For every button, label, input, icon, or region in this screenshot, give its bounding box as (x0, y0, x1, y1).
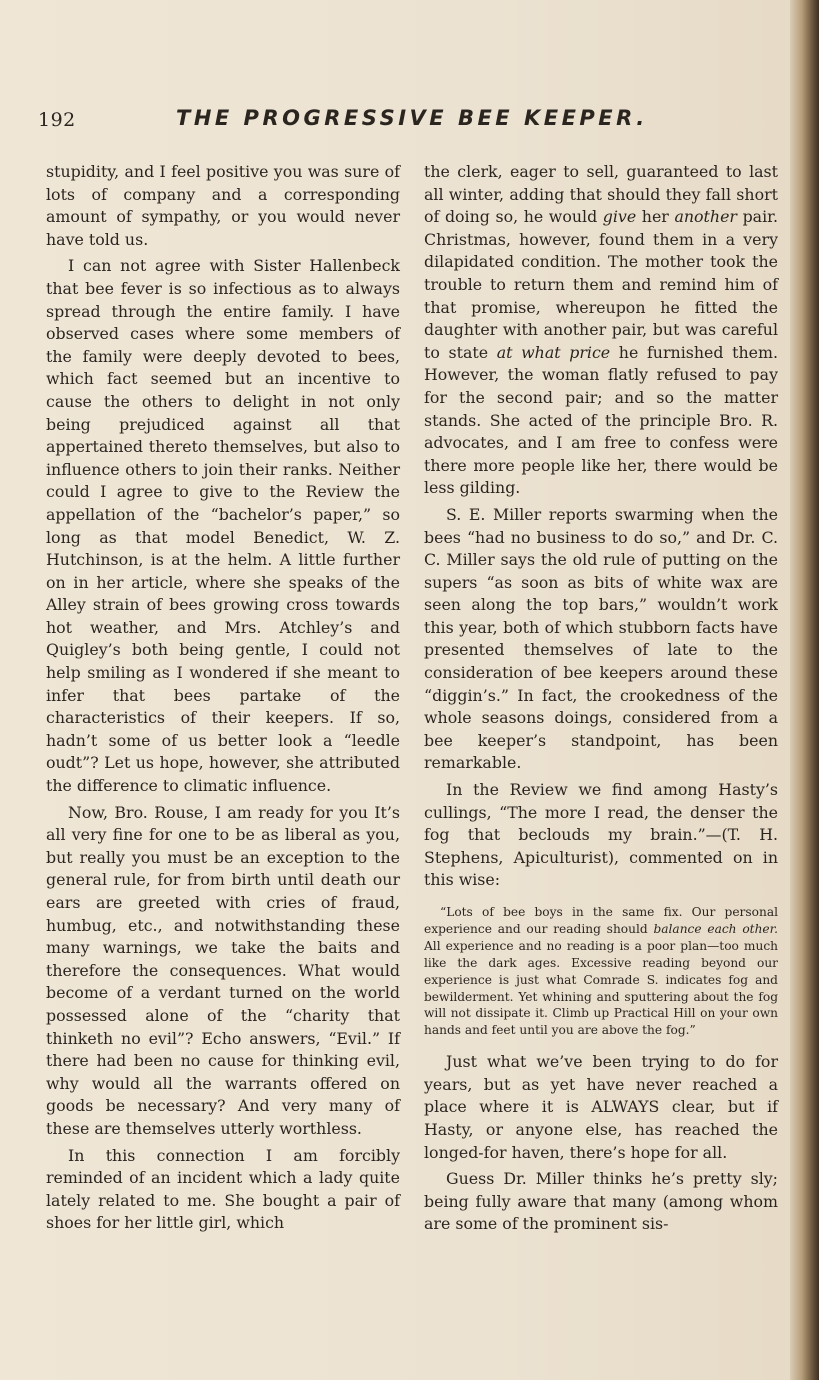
paragraph: S. E. Miller reports swarming when the bees “had no business to do so,” and Dr. C. C. Miller says the old rule of putting on the supers “as soon as bits of white wax are seen along the top bars,” wouldn’t work this year, both of which stubborn facts have presented themselves of late to the consideration of bee keepers around these “diggin’s.” In fact, the crookedness of the whole seasons doings, considered from a bee keeper’s standpoint, has been remarkable. (424, 504, 778, 773)
right-column (424, 161, 778, 1240)
running-title: THE PROGRESSIVE BEE KEEPER. (176, 106, 648, 130)
paragraph: the clerk, eager to sell, guaranteed to last all winter, adding that should they fall short of doing so, he would give her another pair. Christmas, however, found them in a very dilapidated condition. The mother took the trouble to return them and remind him of that promise, whereupon he fitted the daughter with another pair, but was careful to state at what price he furnished them. However, the woman flatly refused to pay for the second pair; and so the matter stands. She acted of the principle Bro. R. advocates, and I am free to confess were there more people like her, there would be less gilding. (424, 162, 778, 498)
paragraph: In the Review we find among Hasty’s cullings, “The more I read, the denser the fog that beclouds my brain.”—(T. H. Stephens, Apiculturist), commented on in this wise: (424, 780, 778, 890)
book-spine-shadow (790, 0, 819, 1380)
block-quote: “Lots of bee boys in the same fix. Our personal experience and our reading should balance each other. All experience and no reading is a poor plan—too much like the dark ages. Excessive reading beyond our experience is just what Comrade S. indicates fog and bewilderment. Yet whining and sputtering about the fog will not dissipate it. Climb up Practical Hill on your own hands and feet until you are above the fog.” (424, 905, 778, 1038)
left-column (46, 161, 400, 1239)
paragraph: Now, Bro. Rouse, I am ready for you It’s all very fine for one to be as liberal as you, but really you must be an exception to the general rule, for from birth until death our ears are greeted with cries of fraud, humbug, etc., and notwithstanding these many warnings, we take the baits and therefore the consequences. What would become of a verdant turned on the world possessed alone of the “charity that thinketh no evil”? Echo answers, “Evil.” If there had been no cause for thinking evil, why would all the warrants offered on goods be necessary? And very many of these are themselves utterly worthless. (46, 802, 400, 1138)
paragraph: Just what we’ve been trying to do for years, but as yet have never reached a place where it is ALWAYS clear, but if Hasty, or anyone else, has reached the longed-for haven, there’s hope for all. (424, 1052, 778, 1162)
paragraph: Guess Dr. Miller thinks he’s pretty sly; being fully aware that many (among whom are some of the prominent sis- (424, 1169, 778, 1234)
paragraph: I can not agree with Sister Hallenbeck that bee fever is so infectious as to always spread through the entire family. I have observed cases where some members of the family were deeply devoted to bees, which fact seemed but an incentive to cause the others to delight in not only being prejudiced against all that appertained thereto themselves, but also to influence others to join their ranks. Neither could I agree to give to the Review the appellation of the “bachelor’s paper,” so long as that model Benedict, W. Z. Hutchinson, is at the helm. A little further on in her article, where she speaks of the Alley strain of bees growing cross towards hot weather, and Mrs. Atchley’s and Quigley’s both being gentle, I could not help smiling as I wondered if she meant to infer that bees partake of the characteristics of their keepers. If so, hadn’t some of us better look a “leedle oudt”? Let us hope, however, she attributed the difference to climatic influence. (46, 256, 400, 796)
page-number: 192 (38, 109, 76, 131)
page-header (38, 106, 778, 138)
paragraph: In this connection I am forcibly reminded of an incident which a lady quite lately related to me. She bought a pair of shoes for her little girl, which (46, 1145, 400, 1233)
paragraph: stupidity, and I feel positive you was sure of lots of company and a corresponding amount of sympathy, or you would never have told us. (46, 162, 400, 249)
